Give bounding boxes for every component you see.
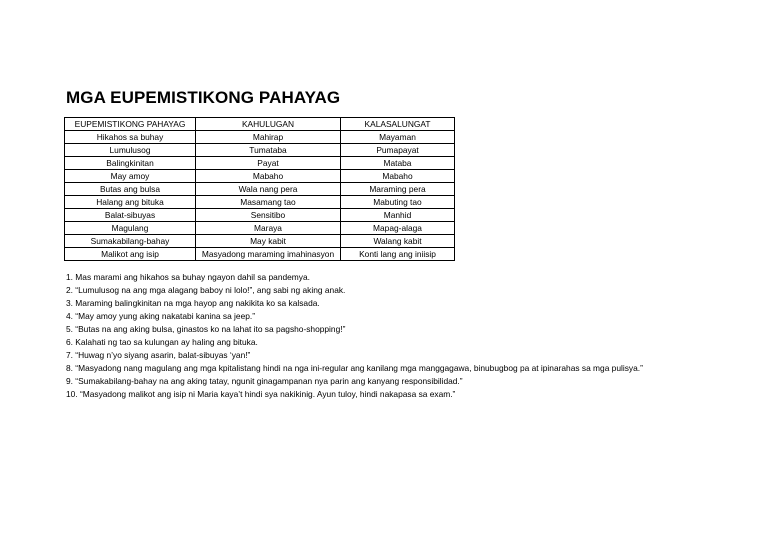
list-item: 5. “Butas na ang aking bulsa, ginastos ko na lahat ito sa pagsho-shopping!” [66, 324, 346, 334]
list-item: 1. Mas marami ang hikahos sa buhay ngayon dahil sa pandemya. [66, 272, 310, 282]
table-cell: Payat [196, 157, 341, 170]
table-cell: Hikahos sa buhay [65, 131, 196, 144]
table-cell: Balingkinitan [65, 157, 196, 170]
table-cell: Wala nang pera [196, 183, 341, 196]
list-item: 7. “Huwag n’yo siyang asarin, balat-sibuyas ‘yan!” [66, 350, 251, 360]
column-header-kalasalungat: KALASALUNGAT [341, 118, 455, 131]
table-cell: Mabaho [196, 170, 341, 183]
table-cell: Mahirap [196, 131, 341, 144]
table-row [65, 196, 455, 209]
table-cell: Tumataba [196, 144, 341, 157]
table-row [65, 131, 455, 144]
table-cell: Butas ang bulsa [65, 183, 196, 196]
table-cell: Sumakabilang-bahay [65, 235, 196, 248]
table-row [65, 222, 455, 235]
table-cell: Halang ang bituka [65, 196, 196, 209]
table-cell: Mabaho [341, 170, 455, 183]
table-cell: Mayaman [341, 131, 455, 144]
table-cell: Walang kabit [341, 235, 455, 248]
list-item: 6. Kalahati ng tao sa kulungan ay haling ang bituka. [66, 337, 258, 347]
euphemism-table [64, 117, 455, 261]
table-row [65, 157, 455, 170]
list-item: 2. “Lumulusog na ang mga alagang baboy ni lolo!”, ang sabi ng aking anak. [66, 285, 346, 295]
table-cell: Malikot ang isip [65, 248, 196, 261]
table-cell: May amoy [65, 170, 196, 183]
table-row [65, 144, 455, 157]
table-cell: Mapag-alaga [341, 222, 455, 235]
column-header-eupemistikong-pahayag: EUPEMISTIKONG PAHAYAG [65, 118, 196, 131]
table-row [65, 170, 455, 183]
table-cell: May kabit [196, 235, 341, 248]
column-header-kahulugan: KAHULUGAN [196, 118, 341, 131]
list-item: 10. “Masyadong malikot ang isip ni Maria kaya’t hindi sya nakikinig. Ayun tuloy, hindi nakapasa sa exam.” [66, 389, 456, 399]
table-header-row [65, 118, 455, 131]
table-cell: Masyadong maraming imahinasyon [196, 248, 341, 261]
list-item: 3. Maraming balingkinitan na mga hayop ang nakikita ko sa kalsada. [66, 298, 320, 308]
table-cell: Konti lang ang iniisip [341, 248, 455, 261]
table-cell: Maraya [196, 222, 341, 235]
table-cell: Mabuting tao [341, 196, 455, 209]
example-sentences-list [66, 271, 643, 401]
table-cell: Mataba [341, 157, 455, 170]
table-row [65, 235, 455, 248]
table-cell: Sensitibo [196, 209, 341, 222]
list-item: 9. “Sumakabilang-bahay na ang aking tatay, ngunit ginagampanan nya parin ang kanyang responsibilidad.” [66, 376, 463, 386]
table-row [65, 183, 455, 196]
list-item: 4. “May amoy yung aking nakatabi kanina sa jeep.” [66, 311, 256, 321]
table-cell: Balat-sibuyas [65, 209, 196, 222]
table-cell: Pumapayat [341, 144, 455, 157]
list-item: 8. “Masyadong nang magulang ang mga kpitalistang hindi na nga ini-regular ang kanilang mga manggagawa, binubugbog pa at ipinarahas sa mga pulisya.” [66, 363, 643, 373]
table-cell: Manhid [341, 209, 455, 222]
table-row [65, 248, 455, 261]
table-cell: Maraming pera [341, 183, 455, 196]
table-row [65, 209, 455, 222]
page-title: MGA EUPEMISTIKONG PAHAYAG [66, 88, 341, 107]
table-cell: Masamang tao [196, 196, 341, 209]
table-cell: Magulang [65, 222, 196, 235]
table-cell: Lumulusog [65, 144, 196, 157]
